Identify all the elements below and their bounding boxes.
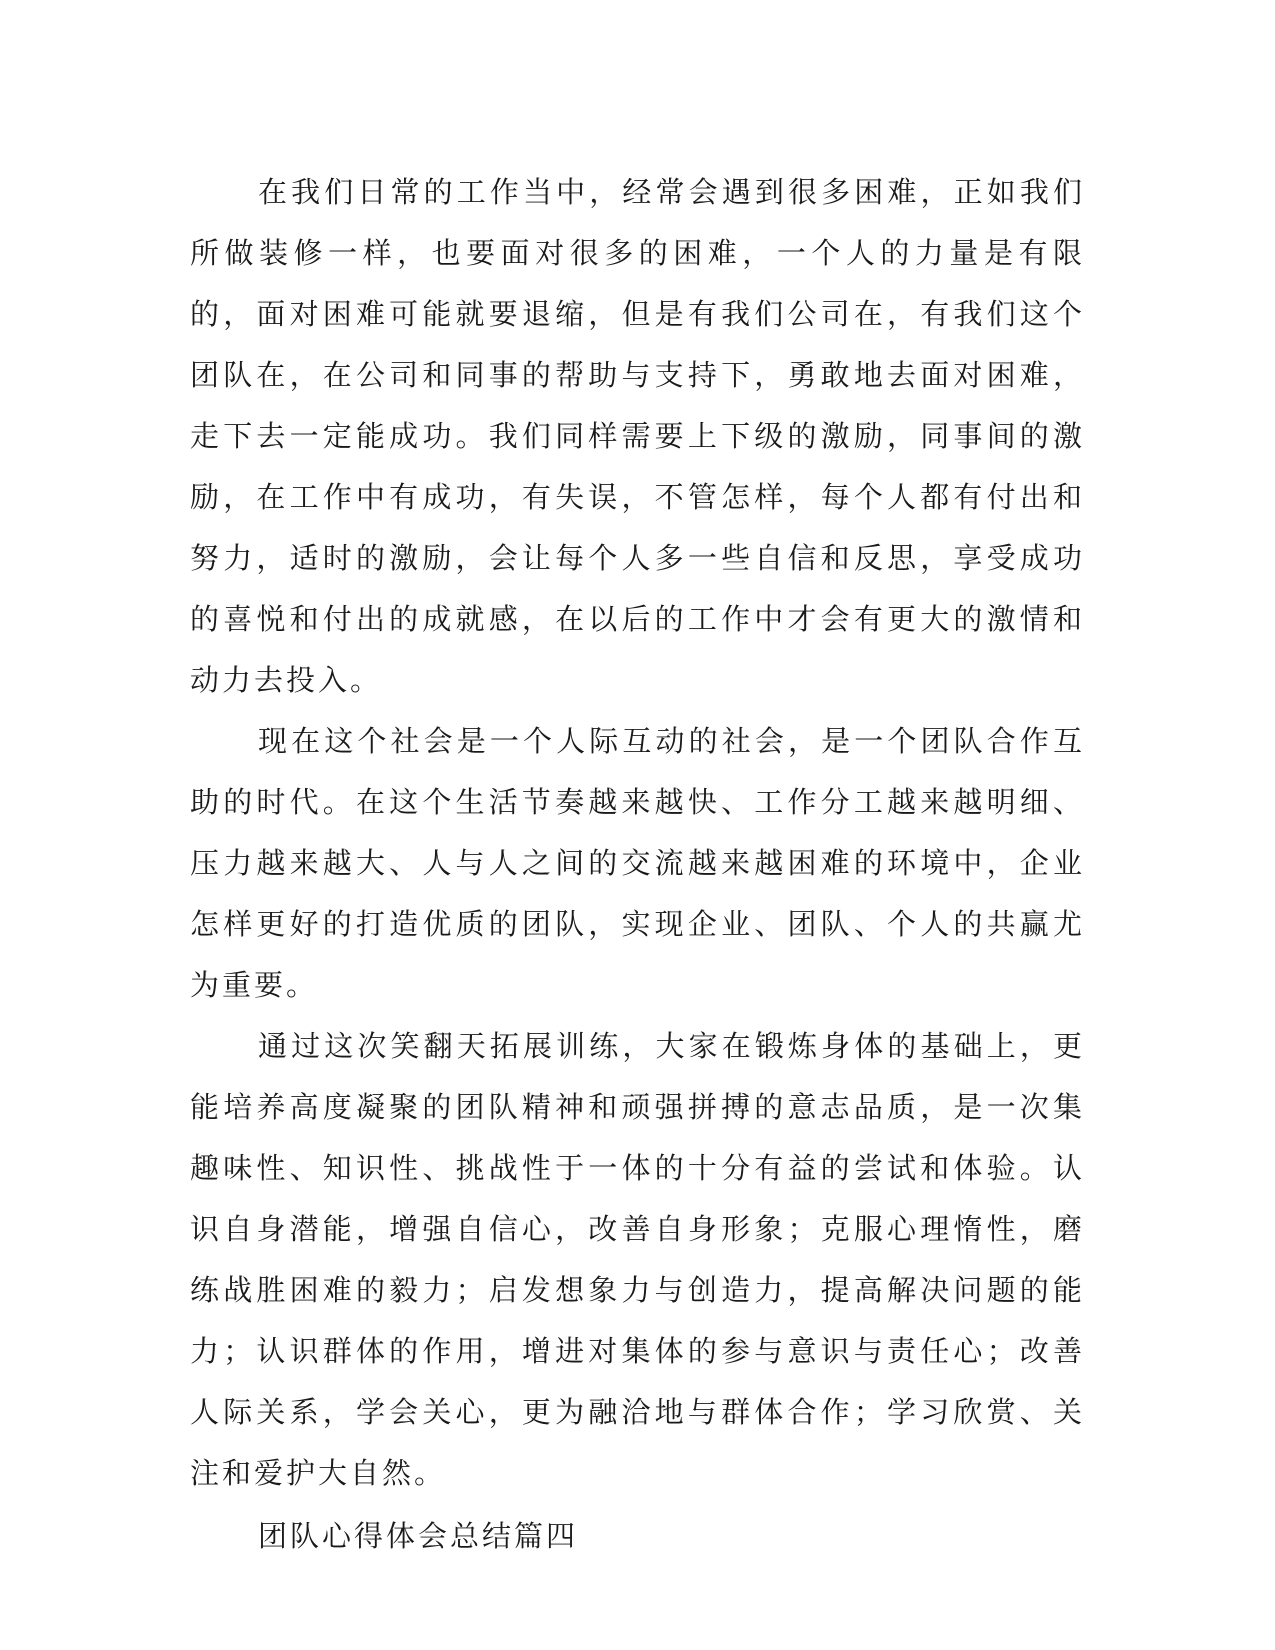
section-heading: 团队心得体会总结篇四 — [258, 1519, 579, 1553]
paragraph-2: 现在这个社会是一个人际互动的社会，是一个团队合作互助的时代。在这个生活节奏越来越快、工作分工越来越明细、压力越来越大、人与人之间的交流越来越困难的环境中，企业怎样更好的打造优质的团队，实现企业、团队、个人的共赢尤为重要。 — [190, 724, 1085, 1002]
paragraph-3: 通过这次笑翻天拓展训练，大家在锻炼身体的基础上，更能培养高度凝聚的团队精神和顽强拼搏的意志品质，是一次集趣味性、知识性、挑战性于一体的十分有益的尝试和体验。认识自身潜能，增强自信心，改善自身形象；克服心理惰性，磨练战胜困难的毅力；启发想象力与创造力，提高解决问题的能力；认识群体的作用，增进对集体的参与意识与责任心；改善人际关系，学会关心，更为融洽地与群体合作；学习欣赏、关注和爱护大自然。 — [190, 1029, 1085, 1490]
document-body — [190, 162, 1085, 1567]
paragraph-1: 在我们日常的工作当中，经常会遇到很多困难，正如我们所做装修一样，也要面对很多的困难，一个人的力量是有限的，面对困难可能就要退缩，但是有我们公司在，有我们这个团队在，在公司和同事的帮助与支持下，勇敢地去面对困难，走下去一定能成功。我们同样需要上下级的激励，同事间的激励，在工作中有成功，有失误，不管怎样，每个人都有付出和努力，适时的激励，会让每个人多一些自信和反思，享受成功的喜悦和付出的成就感，在以后的工作中才会有更大的激情和动力去投入。 — [190, 175, 1085, 697]
